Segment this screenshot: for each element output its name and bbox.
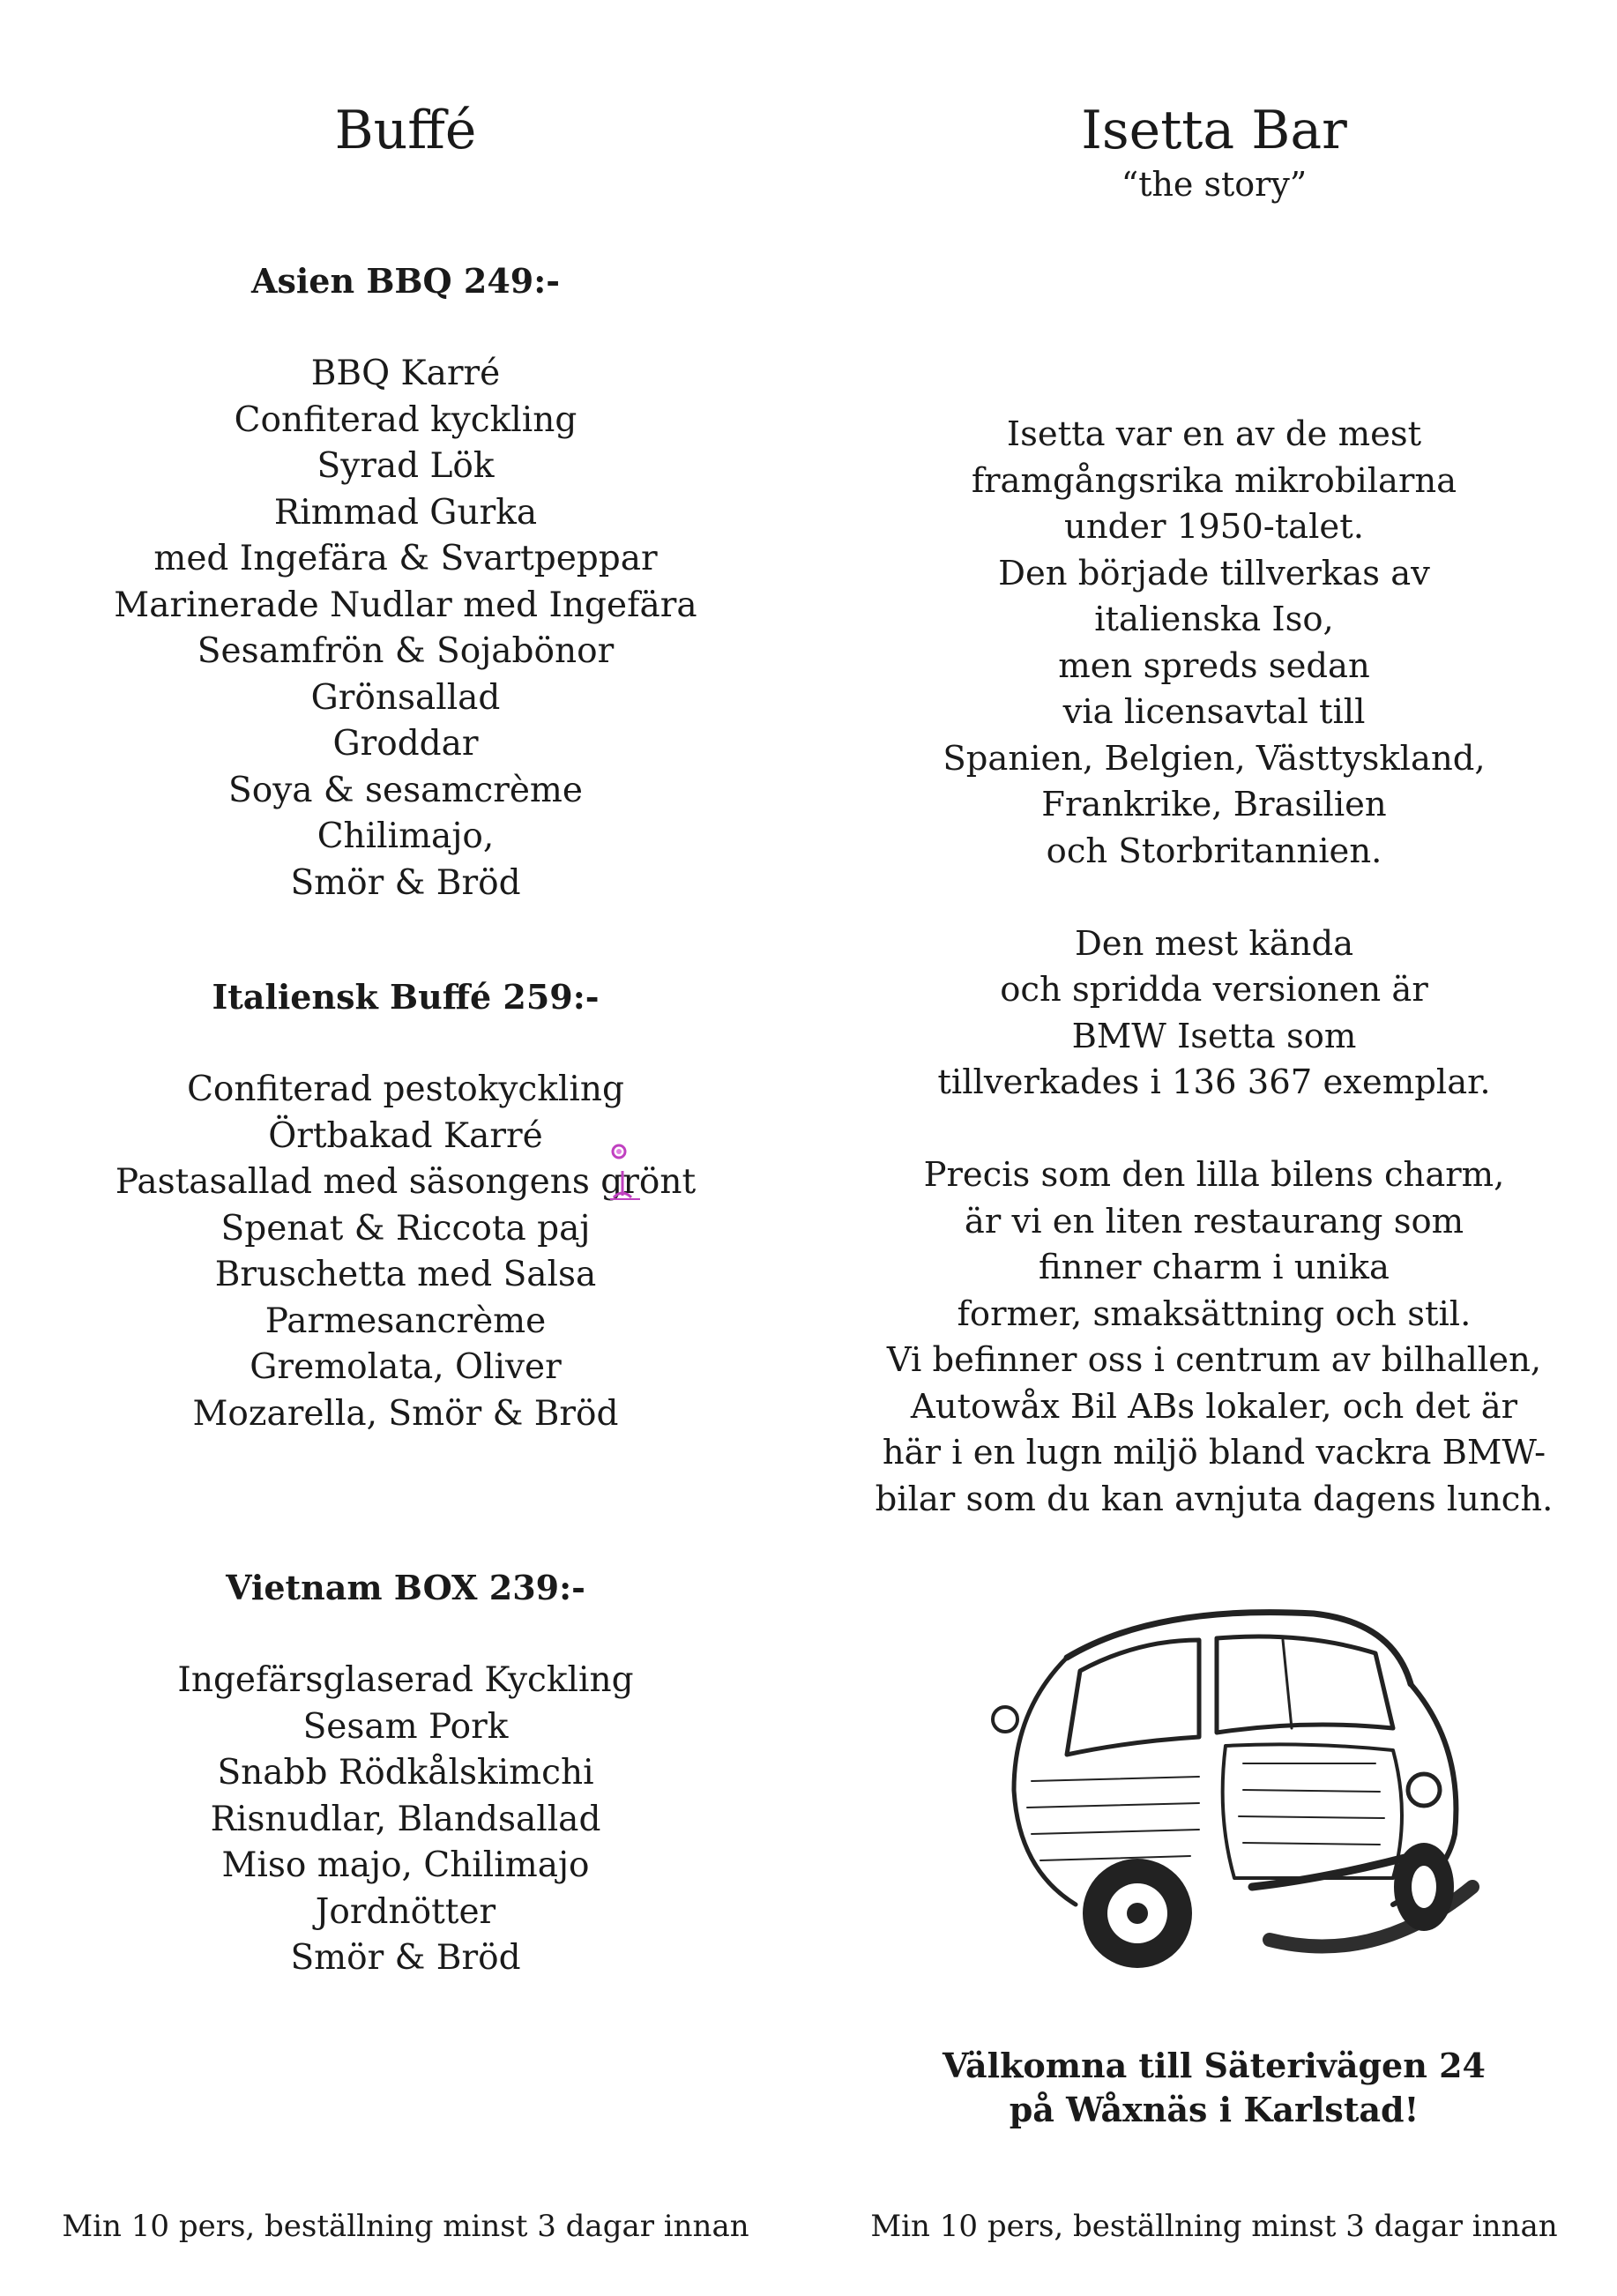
story-line: italienska Iso,: [1094, 600, 1334, 639]
story-line: Den mest kända: [1074, 923, 1354, 964]
story-column: [811, 0, 1617, 2296]
story-line: Spanien, Belgien, Västtyskland,: [943, 738, 1486, 779]
story-line: här i en lugn miljö bland vackra BMW-: [882, 1433, 1546, 1472]
menu-item: Snabb Rödkålskimchi: [217, 1753, 594, 1793]
menu-item: Soya & sesamcrème: [228, 770, 583, 810]
story-line: via licensavtal till: [1062, 692, 1366, 732]
menu-item: Confiterad pestokyckling: [187, 1070, 624, 1109]
menu-item: Risnudlar, Blandsallad: [210, 1799, 601, 1839]
isetta-car-illustration: [935, 1587, 1499, 1993]
story-text: [811, 412, 1617, 1523]
menu-item: Chilimajo,: [317, 816, 495, 856]
story-line: Den började tillverkas av: [998, 553, 1430, 593]
story-line: tillverkades i 136 367 exemplar.: [937, 1062, 1491, 1102]
menu-item: Örtbakad Karré: [268, 1115, 543, 1156]
section-heading-asien: Asien BBQ 249:-: [250, 261, 561, 301]
story-line: BMW Isetta som: [1071, 1016, 1357, 1056]
story-line: [811, 1107, 1617, 1153]
menu-item: Gremolata, Oliver: [250, 1347, 562, 1387]
menu-item: Sesamfrön & Sojabönor: [197, 631, 615, 671]
menu-item: Ingefärsglaserad Kyckling: [177, 1660, 634, 1700]
story-line: men spreds sedan: [1058, 645, 1370, 686]
story-line: Vi befinner oss i centrum av bilhallen,: [886, 1340, 1542, 1380]
story-line: framgångsrika mikrobilarna: [971, 460, 1457, 501]
buffet-title: Buffé: [334, 100, 477, 161]
menu-item: Marinerade Nudlar med Ingefära: [114, 585, 697, 625]
welcome-line: på Wåxnäs i Karlstad!: [1009, 2090, 1420, 2129]
story-line: Frankrike, Brasilien: [1041, 785, 1387, 824]
story-line: Autowåx Bil ABs lokaler, och det är: [910, 1386, 1518, 1427]
welcome-message: [811, 2044, 1617, 2132]
story-line: former, smaksättning och stil.: [957, 1293, 1472, 1334]
story-line: finner charm i unika: [1039, 1248, 1390, 1287]
menu-item: BBQ Karré: [310, 354, 501, 393]
bar-subtitle: “the story”: [1121, 165, 1308, 204]
buffet-footer-note: Min 10 pers, beställning minst 3 dagar innan: [62, 2209, 749, 2244]
menu-item: Jordnötter: [315, 1891, 496, 1932]
bar-title: Isetta Bar: [1081, 100, 1347, 161]
story-footer-note: Min 10 pers, beställning minst 3 dagar innan: [870, 2209, 1558, 2244]
story-line: Isetta var en av de mest: [1006, 414, 1422, 454]
menu-item: Bruschetta med Salsa: [214, 1255, 597, 1294]
menu-item: Syrad Lök: [317, 446, 495, 486]
menu-list-italiensk: [0, 1067, 811, 1437]
menu-item: Grönsallad: [310, 677, 501, 718]
menu-item: med Ingefära & Svartpeppar: [153, 539, 658, 578]
menu-list-vietnam: [0, 1658, 811, 1982]
story-line: [811, 875, 1617, 921]
story-line: och spridda versionen är: [1000, 970, 1428, 1010]
menu-item: Pastasallad med säsongens grönt: [115, 1162, 697, 1202]
story-line: under 1950-talet.: [1064, 507, 1364, 547]
menu-item: Sesam Pork: [302, 1706, 509, 1747]
wine-glass-icon: [601, 1136, 654, 1206]
story-line: är vi en liten restaurang som: [964, 1201, 1464, 1241]
menu-item: Parmesancrème: [265, 1301, 547, 1341]
welcome-line: Välkomna till Säterivägen 24: [943, 2046, 1486, 2085]
menu-item: Rimmad Gurka: [273, 492, 538, 533]
menu-item: Confiterad kyckling: [234, 399, 578, 440]
story-line: bilar som du kan avnjuta dagens lunch.: [875, 1479, 1554, 1519]
story-line: Precis som den lilla bilens charm,: [923, 1155, 1505, 1195]
menu-item: Groddar: [332, 724, 479, 764]
menu-item: Spenat & Riccota paj: [220, 1208, 591, 1249]
section-heading-italiensk: Italiensk Buffé 259:-: [212, 977, 600, 1017]
menu-item: Smör & Bröd: [290, 1938, 521, 1978]
menu-item: Smör & Bröd: [290, 862, 521, 903]
section-heading-vietnam: Vietnam BOX 239:-: [226, 1568, 585, 1607]
menu-item: Mozarella, Smör & Bröd: [192, 1393, 619, 1434]
menu-item: Miso majo, Chilimajo: [221, 1845, 590, 1885]
story-line: och Storbritannien.: [1046, 831, 1382, 871]
menu-list-asien: [0, 351, 811, 906]
